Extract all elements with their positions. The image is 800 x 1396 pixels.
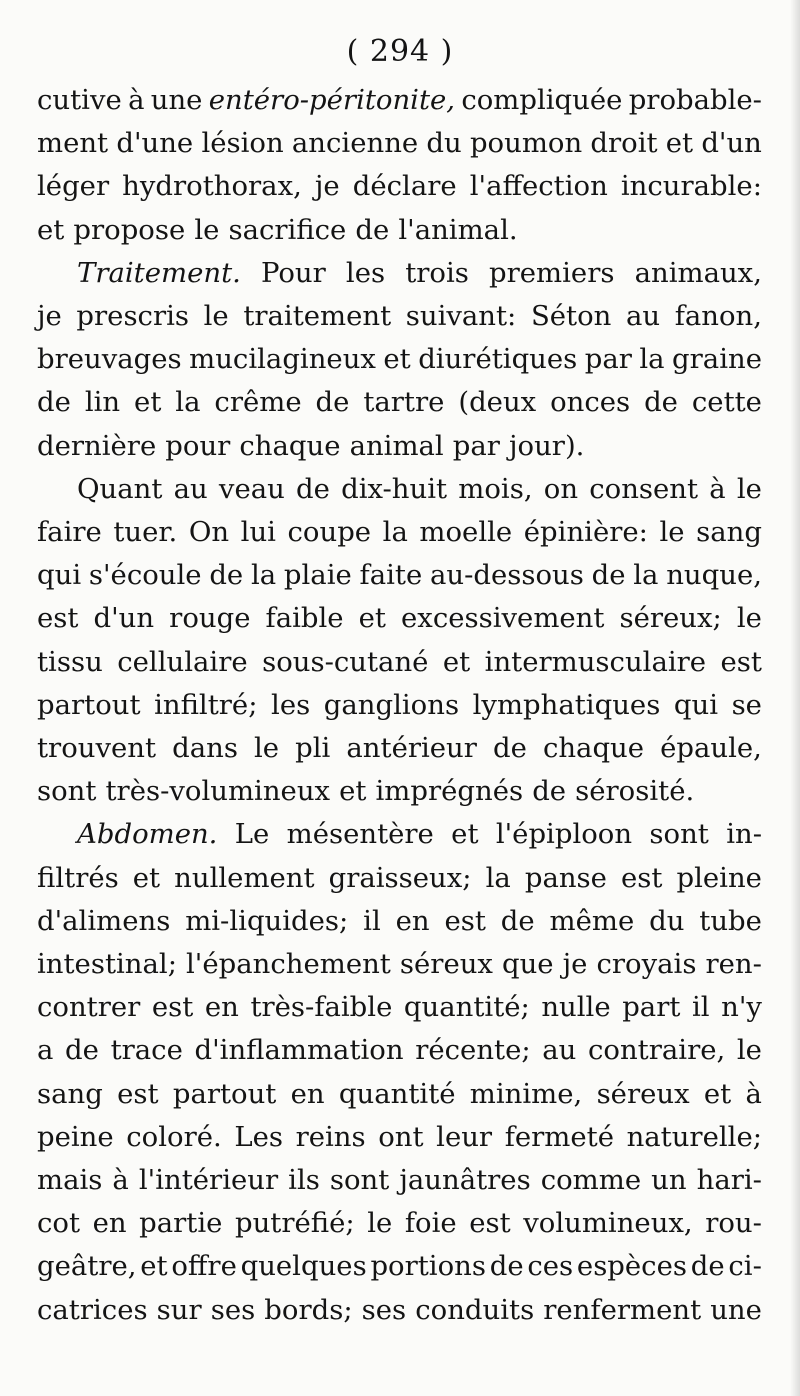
- word: animaux,: [634, 256, 762, 289]
- word: sang: [696, 516, 762, 548]
- word: minime,: [469, 1077, 583, 1110]
- word: de: [500, 904, 535, 937]
- word: volumineux,: [523, 1207, 693, 1240]
- word: sang: [37, 1077, 103, 1110]
- word: moelle: [419, 516, 513, 548]
- word: poumon: [469, 127, 583, 160]
- word: contraire,: [588, 1034, 726, 1067]
- word: faire: [37, 516, 102, 548]
- text-line: [37, 899, 762, 943]
- word: ils: [288, 1164, 320, 1196]
- word: le: [194, 213, 220, 246]
- word: cellulaire: [117, 645, 248, 678]
- word: s'écoule: [88, 559, 202, 592]
- word: le: [736, 602, 762, 635]
- word: lui: [240, 516, 276, 548]
- word: de: [65, 1034, 99, 1067]
- word: et: [665, 127, 694, 160]
- word: ses: [210, 1293, 256, 1326]
- word: sur: [156, 1293, 202, 1326]
- word: et: [132, 861, 161, 894]
- word: veau: [218, 472, 285, 505]
- word: a: [37, 1034, 54, 1067]
- text-line: [77, 812, 762, 856]
- word: onces: [550, 386, 631, 419]
- word: d'un: [701, 127, 762, 160]
- text-line: [37, 424, 762, 468]
- word: au: [173, 472, 208, 505]
- word: faite: [359, 559, 423, 592]
- word: On: [188, 516, 230, 548]
- text-line: [37, 510, 762, 554]
- word: je: [37, 300, 62, 332]
- word: diurétiques: [418, 343, 578, 376]
- word: conduits: [415, 1293, 535, 1326]
- italic-word: Traitement.: [77, 256, 241, 289]
- word: trace: [110, 1034, 183, 1067]
- word: jaunâtres: [399, 1164, 531, 1196]
- word: ont: [378, 1120, 424, 1153]
- word: quelques: [240, 1250, 367, 1283]
- word: une: [150, 84, 203, 116]
- text-line: [37, 942, 762, 986]
- text-line: [37, 1072, 762, 1116]
- word: l'affection: [469, 170, 608, 203]
- word: par: [584, 343, 632, 376]
- text-line: [37, 726, 762, 770]
- word: est: [151, 991, 194, 1024]
- word: se: [731, 688, 762, 721]
- word: l'intérieur: [138, 1164, 279, 1196]
- word: mois,: [458, 472, 533, 505]
- word: et: [339, 775, 367, 808]
- word: il: [691, 991, 710, 1024]
- word: du: [426, 127, 462, 160]
- word: un: [651, 1164, 687, 1196]
- word: chaque: [542, 732, 645, 764]
- word: cutive: [37, 84, 122, 116]
- word: d'un: [93, 602, 155, 635]
- word: d'inflammation: [194, 1034, 404, 1067]
- word: je: [314, 170, 340, 203]
- word: partout: [37, 688, 141, 721]
- word: à: [745, 1077, 762, 1110]
- word: chaque: [239, 429, 341, 462]
- word: breuvages: [37, 343, 182, 376]
- word: partout: [172, 1077, 277, 1110]
- word: traitement: [243, 300, 392, 332]
- word: le: [203, 300, 229, 332]
- word: trois: [405, 256, 469, 289]
- word: en: [92, 1207, 127, 1240]
- word: compliquée: [461, 84, 623, 116]
- text-line: [77, 467, 762, 511]
- word: épaule,: [660, 732, 762, 764]
- word: l'animal.: [398, 213, 518, 246]
- page-edge-shadow: [790, 0, 800, 1396]
- word: très-faible: [250, 991, 393, 1024]
- word: le: [736, 1034, 762, 1067]
- word: à: [112, 1164, 129, 1196]
- word: même: [549, 904, 635, 937]
- text-line: [37, 164, 762, 208]
- word: dix-huit: [341, 472, 448, 505]
- word: séreux: [399, 948, 493, 980]
- text-line: [37, 596, 762, 640]
- word: naturelle;: [626, 1120, 762, 1153]
- word: le: [254, 732, 280, 764]
- word: antérieur: [346, 732, 477, 764]
- word: du: [649, 904, 685, 937]
- word: de: [355, 213, 390, 246]
- word: foie: [404, 1207, 457, 1240]
- text-line: [37, 1244, 762, 1288]
- word: intermusculaire: [484, 645, 707, 678]
- word: faible: [265, 602, 344, 635]
- word: bords;: [264, 1293, 353, 1326]
- word: probable-: [628, 84, 762, 116]
- word: d'une: [116, 127, 194, 160]
- word: de: [296, 472, 330, 505]
- text-line: [37, 856, 762, 900]
- text-line: [37, 1115, 762, 1159]
- word: est: [469, 1207, 511, 1240]
- page-number: ( 294 ): [346, 34, 454, 69]
- word: je: [562, 948, 588, 980]
- word: et: [358, 602, 386, 635]
- word: in-: [726, 818, 762, 851]
- word: et: [140, 1250, 168, 1283]
- word: propose: [73, 213, 186, 246]
- word: dans: [172, 732, 238, 764]
- word: Séton: [530, 300, 612, 332]
- word: de: [644, 386, 678, 419]
- word: est: [621, 861, 663, 894]
- word: coupe: [287, 516, 372, 548]
- word: filtrés: [37, 861, 119, 894]
- word: quantité;: [403, 991, 530, 1024]
- word: imprégnés: [375, 775, 524, 808]
- word: graine: [672, 343, 762, 376]
- word: l'épanchement: [186, 948, 391, 980]
- word: nulle: [541, 991, 611, 1024]
- word: graisseux;: [328, 861, 472, 894]
- word: au: [625, 300, 661, 332]
- word: ci-: [728, 1250, 762, 1283]
- word: jour).: [509, 429, 585, 462]
- word: sont: [329, 1164, 390, 1196]
- word: putréfié;: [234, 1207, 355, 1240]
- word: épinière:: [523, 516, 648, 548]
- word: tuer.: [113, 516, 178, 548]
- word: en: [395, 904, 430, 937]
- word: par: [452, 429, 500, 462]
- word: au: [542, 1034, 577, 1067]
- word: qui: [673, 688, 718, 721]
- word: la: [633, 559, 659, 592]
- word: infiltré;: [154, 688, 258, 721]
- text-line: [37, 380, 762, 424]
- text-line: [37, 121, 762, 165]
- word: nuque,: [666, 559, 762, 592]
- word: de: [532, 775, 567, 808]
- word: ces: [527, 1250, 574, 1283]
- word: est: [37, 602, 79, 635]
- word: espèces: [576, 1250, 687, 1283]
- word: suivant:: [405, 300, 517, 332]
- word: geâtre,: [37, 1250, 137, 1283]
- word: hydrothorax,: [122, 170, 302, 203]
- word: croyais: [596, 948, 697, 980]
- word: séreux: [596, 1077, 690, 1110]
- word: dernière: [37, 429, 157, 462]
- word: sous-cutané: [262, 645, 429, 678]
- word: pour: [165, 429, 231, 462]
- text-line: [37, 337, 762, 381]
- word: lin: [84, 386, 121, 419]
- text-line: [37, 78, 762, 122]
- word: tartre: [363, 386, 445, 419]
- word: comme: [540, 1164, 642, 1196]
- word: ses: [361, 1293, 407, 1326]
- word: pleine: [676, 861, 762, 894]
- word: est: [444, 904, 486, 937]
- text-line: [37, 1201, 762, 1245]
- text-line: [37, 208, 762, 252]
- word: peine: [37, 1120, 114, 1153]
- word: lésion: [201, 127, 284, 160]
- text-line: [37, 1288, 762, 1332]
- word: le: [367, 1207, 393, 1240]
- word: hari-: [696, 1164, 762, 1196]
- word: ganglions: [323, 688, 460, 721]
- word: leur: [436, 1120, 493, 1153]
- word: rou-: [705, 1207, 762, 1240]
- text-line: [77, 251, 762, 295]
- word: à: [128, 84, 145, 116]
- word: Pour: [260, 256, 326, 289]
- word: séreux;: [619, 602, 722, 635]
- word: la: [175, 386, 201, 419]
- word: la: [639, 343, 665, 376]
- word: sérosité.: [575, 775, 695, 808]
- word: rouge: [169, 602, 251, 635]
- word: de: [37, 386, 71, 419]
- word: en: [204, 991, 239, 1024]
- text-line: [37, 553, 762, 597]
- word: il: [363, 904, 381, 937]
- word: à: [709, 472, 726, 505]
- word: l'épiploon: [495, 818, 633, 851]
- word: contrer: [37, 991, 141, 1024]
- word: fermeté: [504, 1120, 614, 1153]
- word: catrices: [37, 1293, 148, 1326]
- word: de: [591, 559, 626, 592]
- word: droit: [590, 127, 658, 160]
- word: la: [485, 861, 511, 894]
- word: de: [492, 732, 527, 764]
- word: et: [442, 645, 471, 678]
- word: panse: [524, 861, 607, 894]
- word: plaie: [283, 559, 352, 592]
- word: intestinal;: [37, 948, 177, 980]
- word: partie: [139, 1207, 223, 1240]
- word: la: [382, 516, 408, 548]
- word: incurable:: [620, 170, 762, 203]
- text-line: [37, 294, 762, 338]
- word: déclare: [352, 170, 457, 203]
- word: n'y: [721, 991, 762, 1024]
- word: les: [271, 688, 311, 721]
- word: mais: [37, 1164, 103, 1196]
- word: la: [250, 559, 277, 592]
- word: de: [690, 1250, 725, 1283]
- word: le: [659, 516, 685, 548]
- word: crême: [214, 386, 302, 419]
- word: et: [703, 1077, 732, 1110]
- text-line: [37, 769, 762, 813]
- word: offre: [171, 1250, 237, 1283]
- text-line: [37, 683, 762, 727]
- text-line: [37, 985, 762, 1029]
- word: d'alimens: [37, 904, 171, 937]
- word: de: [315, 386, 350, 419]
- word: lymphatiques: [472, 688, 661, 721]
- word: au-dessous: [429, 559, 584, 592]
- word: sont: [649, 818, 709, 851]
- word: trouvent: [37, 732, 157, 764]
- word: Le: [234, 818, 270, 851]
- word: mucilagineux: [189, 343, 376, 376]
- word: tissu: [37, 645, 103, 678]
- word: (deux: [458, 386, 537, 419]
- word: cette: [691, 386, 762, 419]
- word: reins: [295, 1120, 366, 1153]
- word: ancienne: [291, 127, 419, 160]
- word: excessivement: [401, 602, 605, 635]
- word: les: [345, 256, 386, 289]
- word: de: [209, 559, 244, 592]
- word: Quant: [77, 472, 163, 505]
- word: prescris: [76, 300, 190, 332]
- word: très-volumineux: [105, 775, 331, 808]
- word: léger: [37, 170, 110, 203]
- word: récente;: [415, 1034, 531, 1067]
- word: de: [489, 1250, 524, 1283]
- word: renferment: [543, 1293, 702, 1326]
- word: tube: [699, 904, 762, 937]
- text-line: [37, 1158, 762, 1202]
- italic-word: Abdomen.: [77, 818, 218, 851]
- word: que: [501, 948, 554, 980]
- word: une: [710, 1293, 762, 1326]
- word: en: [290, 1077, 325, 1110]
- italic-word: entéro-péritonite,: [208, 84, 456, 116]
- word: est: [720, 645, 762, 678]
- word: part: [622, 991, 681, 1024]
- word: ren-: [705, 948, 762, 980]
- word: nullement: [174, 861, 315, 894]
- word: Les: [234, 1120, 283, 1153]
- word: on: [543, 472, 579, 505]
- word: le: [736, 472, 762, 505]
- word: qui: [37, 559, 82, 592]
- word: portions: [370, 1250, 486, 1283]
- word: ment: [37, 127, 109, 160]
- word: coloré.: [126, 1120, 222, 1153]
- word: animal: [349, 429, 444, 462]
- word: et: [383, 343, 411, 376]
- word: sont: [37, 775, 97, 808]
- word: sacrifice: [228, 213, 347, 246]
- word: pli: [295, 732, 331, 764]
- word: mi-liquides;: [185, 904, 349, 937]
- word: cot: [37, 1207, 81, 1240]
- word: fanon,: [674, 300, 762, 332]
- word: quantité: [338, 1077, 456, 1110]
- text-line: [37, 1028, 762, 1072]
- word: et: [451, 818, 479, 851]
- word: et: [37, 213, 65, 246]
- word: est: [117, 1077, 159, 1110]
- word: mésentère: [286, 818, 434, 851]
- word: consent: [589, 472, 699, 505]
- word: et: [134, 386, 162, 419]
- word: premiers: [489, 256, 615, 289]
- text-line: [37, 640, 762, 684]
